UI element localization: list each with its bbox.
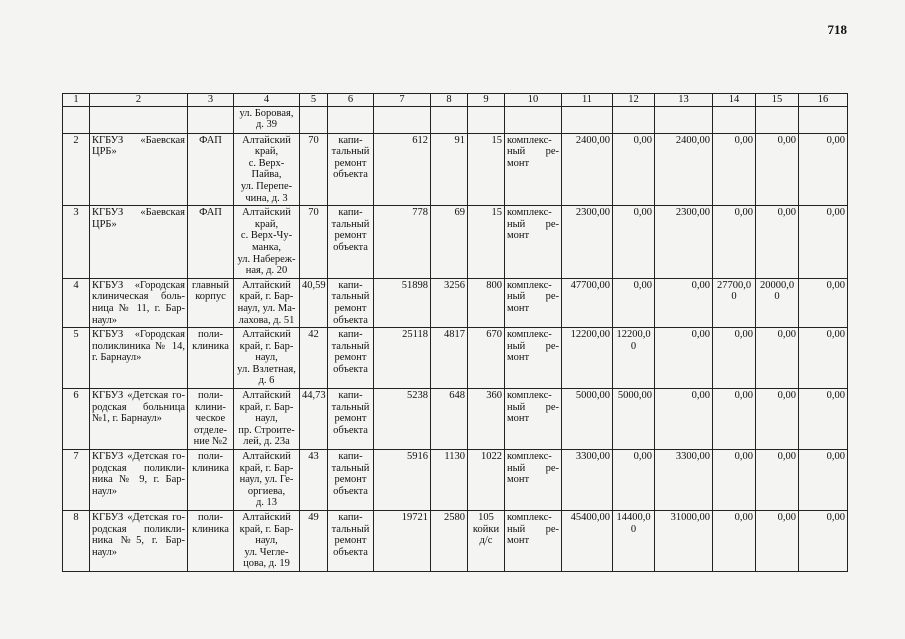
cell-col16: 0,00 (799, 511, 848, 572)
cell-col16: 0,00 (799, 206, 848, 279)
column-header: 5 (300, 94, 328, 107)
cell-col15: 0,00 (756, 133, 799, 206)
cell-col5: 49 (300, 511, 328, 572)
cell-address: Алтайский край, г. Бар-наул, ул. Взлетная, д. 6 (234, 328, 300, 389)
cell-col8: 69 (431, 206, 468, 279)
cell-col11: 2300,00 (562, 206, 613, 279)
column-header: 7 (374, 94, 431, 107)
table-row (63, 278, 848, 327)
cell-object: поли-клиника (188, 328, 234, 389)
cell-col5: 40,59 (300, 278, 328, 327)
cell-object: главный корпус (188, 278, 234, 327)
cell-col14: 0,00 (713, 450, 756, 511)
cell-col15: 0,00 (756, 328, 799, 389)
cell-col10: комплекс-ный ре-монт (505, 133, 562, 206)
cell-organization: КГБУЗ «Городская поликлиника № 14, г. Барнаул» (90, 328, 188, 389)
cell-col12: 0,00 (613, 133, 655, 206)
cell-col11: 45400,00 (562, 511, 613, 572)
continuation-row (63, 106, 848, 133)
cell-col7: 778 (374, 206, 431, 279)
cell-col7: 19721 (374, 511, 431, 572)
cell-work-type: капи-тальный ремонт объекта (328, 278, 374, 327)
cell-col7: 5238 (374, 389, 431, 450)
column-header: 3 (188, 94, 234, 107)
cell-col9: 670 (468, 328, 505, 389)
table-row (63, 450, 848, 511)
cell-col10: комплекс-ный ре-монт (505, 206, 562, 279)
cell-work-type: капи-тальный ремонт объекта (328, 206, 374, 279)
table-row (63, 133, 848, 206)
cell-organization: КГБУЗ «Баевская ЦРБ» (90, 206, 188, 279)
cell-col5: 42 (300, 328, 328, 389)
cell-col10: комплекс-ный ре-монт (505, 450, 562, 511)
cell-address: ул. Боровая, д. 39 (234, 106, 300, 133)
cell-work-type: капи-тальный ремонт объекта (328, 389, 374, 450)
column-header: 8 (431, 94, 468, 107)
row-number: 7 (63, 450, 90, 511)
cell-col12: 0,00 (613, 206, 655, 279)
cell-col16: 0,00 (799, 389, 848, 450)
cell-col5: 70 (300, 206, 328, 279)
cell-col10: комплекс-ный ре-монт (505, 278, 562, 327)
cell-col9: 1022 (468, 450, 505, 511)
cell-col13: 2400,00 (655, 133, 713, 206)
cell-col11: 12200,00 (562, 328, 613, 389)
column-header: 14 (713, 94, 756, 107)
cell-address: Алтайский край, с. Верх-Чу-манка, ул. Набереж-ная, д. 20 (234, 206, 300, 279)
cell-col12: 5000,00 (613, 389, 655, 450)
column-header: 4 (234, 94, 300, 107)
table-row (63, 206, 848, 279)
column-header: 15 (756, 94, 799, 107)
cell-col5: 70 (300, 133, 328, 206)
cell-work-type: капи-тальный ремонт объекта (328, 511, 374, 572)
column-header: 9 (468, 94, 505, 107)
cell-col14: 0,00 (713, 133, 756, 206)
cell-col13: 0,00 (655, 389, 713, 450)
cell-col8: 1130 (431, 450, 468, 511)
cell-col12: 0,00 (613, 450, 655, 511)
cell-col12: 14400,0 0 (613, 511, 655, 572)
row-number: 6 (63, 389, 90, 450)
cell-col13: 2300,00 (655, 206, 713, 279)
cell-object: поли-клини-ческое отделе-ние №2 (188, 389, 234, 450)
cell-organization: КГБУЗ «Детская го-родская больница №1, г. Барнаул» (90, 389, 188, 450)
cell-col12: 12200,0 0 (613, 328, 655, 389)
column-header: 12 (613, 94, 655, 107)
cell-col11: 2400,00 (562, 133, 613, 206)
cell-address: Алтайский край, г. Бар-наул, пр. Строите-лей, д. 23а (234, 389, 300, 450)
table-row (63, 389, 848, 450)
column-header: 16 (799, 94, 848, 107)
cell-col16: 0,00 (799, 450, 848, 511)
cell-col13: 31000,00 (655, 511, 713, 572)
column-header: 2 (90, 94, 188, 107)
cell-col16: 0,00 (799, 133, 848, 206)
cell-object: поли-клиника (188, 511, 234, 572)
row-number: 8 (63, 511, 90, 572)
cell-col8: 4817 (431, 328, 468, 389)
cell-col10: комплекс-ный ре-монт (505, 511, 562, 572)
cell-col5: 43 (300, 450, 328, 511)
cell-work-type: капи-тальный ремонт объекта (328, 450, 374, 511)
cell-col15: 0,00 (756, 511, 799, 572)
cell-col14: 0,00 (713, 511, 756, 572)
row-number: 2 (63, 133, 90, 206)
row-number: 4 (63, 278, 90, 327)
cell-col11: 47700,00 (562, 278, 613, 327)
page-number: 718 (827, 22, 847, 37)
header-row (63, 94, 848, 107)
cell-organization: КГБУЗ «Городская клиническая боль-ница № 11, г. Бар-наул» (90, 278, 188, 327)
cell-col15: 0,00 (756, 450, 799, 511)
cell-col8: 91 (431, 133, 468, 206)
cell-col8: 648 (431, 389, 468, 450)
cell-col5: 44,73 (300, 389, 328, 450)
cell-work-type: капи-тальный ремонт объекта (328, 328, 374, 389)
column-header: 10 (505, 94, 562, 107)
cell-organization: КГБУЗ «Детская го-родская поликли-ника № 9, г. Бар-наул» (90, 450, 188, 511)
cell-col10: комплекс-ный ре-монт (505, 389, 562, 450)
cell-col9: 105 койки д/с (468, 511, 505, 572)
column-header: 1 (63, 94, 90, 107)
cell-col14: 0,00 (713, 328, 756, 389)
cell-col7: 612 (374, 133, 431, 206)
cell-col11: 3300,00 (562, 450, 613, 511)
cell-col7: 25118 (374, 328, 431, 389)
cell-col9: 360 (468, 389, 505, 450)
cell-col16: 0,00 (799, 278, 848, 327)
cell-col11: 5000,00 (562, 389, 613, 450)
cell-object: ФАП (188, 206, 234, 279)
cell-col8: 2580 (431, 511, 468, 572)
cell-col7: 51898 (374, 278, 431, 327)
data-table (62, 93, 848, 572)
cell-col14: 27700,0 0 (713, 278, 756, 327)
cell-address: Алтайский край, г. Бар-наул, ул. Чегле-цова, д. 19 (234, 511, 300, 572)
cell-object: поли-клиника (188, 450, 234, 511)
table-row (63, 328, 848, 389)
cell-col8: 3256 (431, 278, 468, 327)
cell-address: Алтайский край, г. Бар-наул, ул. Ге-оргиева, д. 13 (234, 450, 300, 511)
cell-address: Алтайский край, с. Верх-Пайва, ул. Перепе-чина, д. 3 (234, 133, 300, 206)
cell-col9: 800 (468, 278, 505, 327)
cell-col10: комплекс-ный ре-монт (505, 328, 562, 389)
cell-col16: 0,00 (799, 328, 848, 389)
cell-col9: 15 (468, 206, 505, 279)
row-number: 5 (63, 328, 90, 389)
cell-object: ФАП (188, 133, 234, 206)
cell-col15: 20000,0 0 (756, 278, 799, 327)
cell-work-type: капи-тальный ремонт объекта (328, 133, 374, 206)
cell-address: Алтайский край, г. Бар-наул, ул. Ма-лахова, д. 51 (234, 278, 300, 327)
cell-col14: 0,00 (713, 206, 756, 279)
cell-col9: 15 (468, 133, 505, 206)
cell-col13: 0,00 (655, 328, 713, 389)
cell-col13: 0,00 (655, 278, 713, 327)
table-row (63, 511, 848, 572)
cell-col13: 3300,00 (655, 450, 713, 511)
cell-col12: 0,00 (613, 278, 655, 327)
column-header: 6 (328, 94, 374, 107)
column-header: 13 (655, 94, 713, 107)
cell-col15: 0,00 (756, 389, 799, 450)
cell-col14: 0,00 (713, 389, 756, 450)
column-header: 11 (562, 94, 613, 107)
row-number: 3 (63, 206, 90, 279)
cell-col15: 0,00 (756, 206, 799, 279)
cell-organization: КГБУЗ «Детская го-родская поликли-ника №5, г. Бар-наул» (90, 511, 188, 572)
cell-organization: КГБУЗ «Баевская ЦРБ» (90, 133, 188, 206)
cell-col7: 5916 (374, 450, 431, 511)
